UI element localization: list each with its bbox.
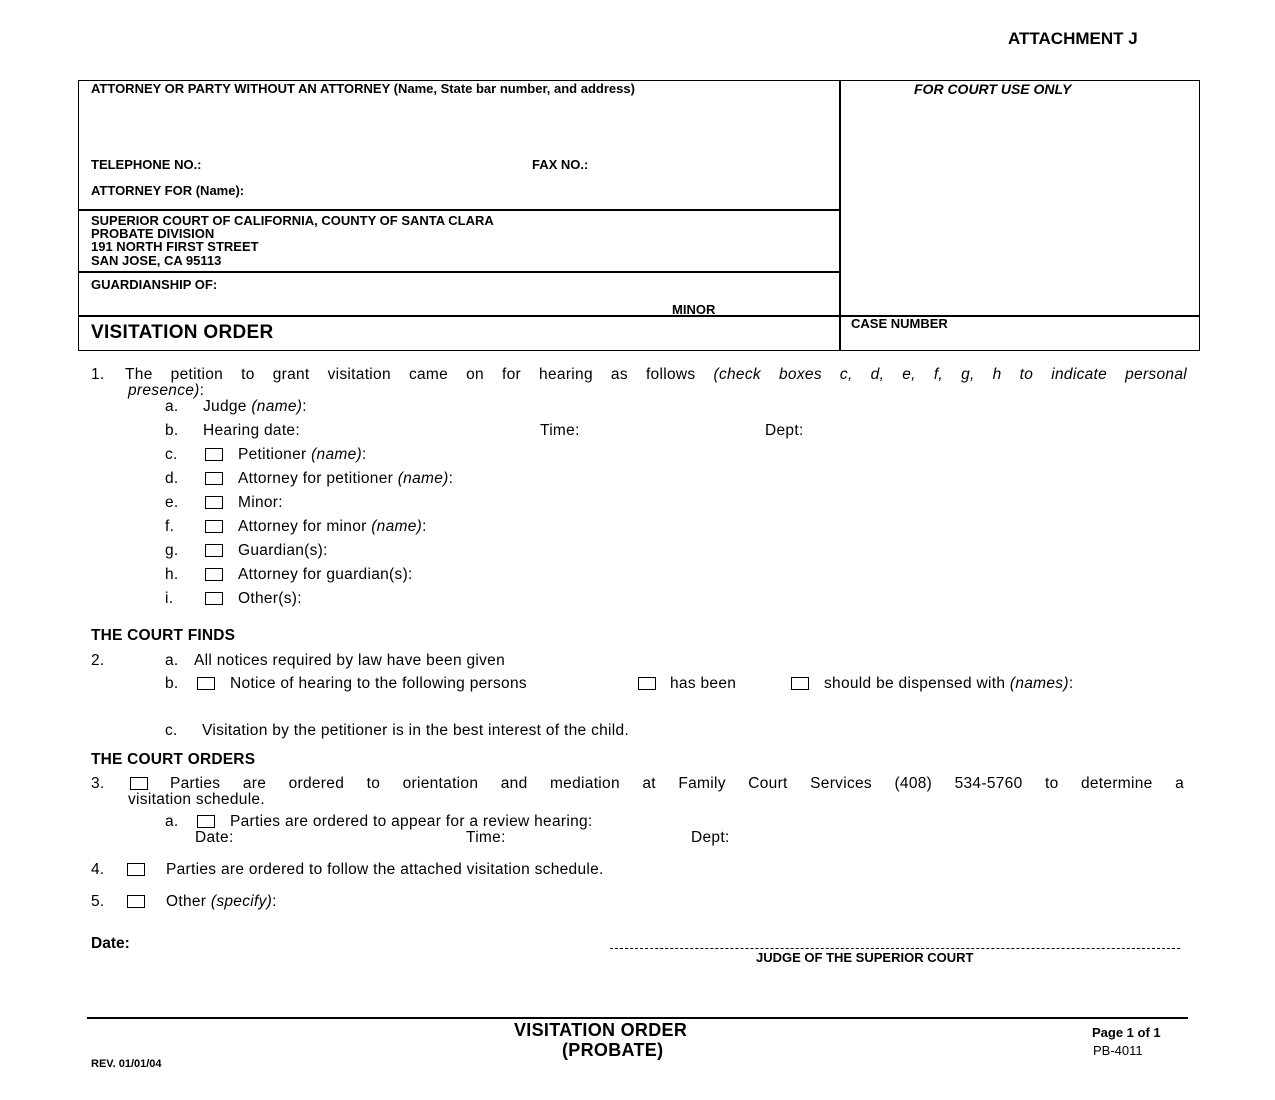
item-label: Attorney for guardian(s):: [238, 566, 413, 583]
revision-date: REV. 01/01/04: [91, 1058, 162, 1070]
attorney-petitioner-checkbox[interactable]: [205, 472, 223, 485]
item-letter: i.: [165, 590, 174, 607]
item-letter: e.: [165, 494, 179, 511]
item-2-number: 2.: [91, 652, 105, 669]
signature-line[interactable]: [610, 948, 1180, 949]
review-time-label: Time:: [466, 829, 506, 846]
item-label: Attorney for petitioner (name):: [238, 470, 454, 487]
hearing-dept-label: Dept:: [765, 422, 804, 439]
visitation-schedule-checkbox[interactable]: [127, 863, 145, 876]
page-number: Page 1 of 1: [1092, 1025, 1161, 1040]
has-been-checkbox[interactable]: [638, 677, 656, 690]
court-address: [91, 214, 494, 267]
vertical-divider: [839, 80, 841, 351]
notice-hearing-checkbox[interactable]: [197, 677, 215, 690]
item-letter: h.: [165, 566, 179, 583]
telephone-label: TELEPHONE NO.:: [91, 157, 202, 172]
item-label: Petitioner (name):: [238, 446, 367, 463]
notice-hearing-text: Notice of hearing to the following persons: [230, 675, 527, 692]
judge-label: JUDGE OF THE SUPERIOR COURT: [756, 950, 974, 965]
attorney-minor-checkbox[interactable]: [205, 520, 223, 533]
review-dept-label: Dept:: [691, 829, 730, 846]
case-number-label: CASE NUMBER: [851, 316, 948, 331]
footer-title: VISITATION ORDER: [514, 1020, 688, 1040]
item-1-intro: The petition to grant visitation came on for hearing as follows (check boxes c, d, e, f, g, h to indicate personal: [125, 366, 1187, 383]
divider-title: [78, 315, 1200, 317]
dispensed-text: should be dispensed with (names):: [824, 675, 1074, 692]
visitation-schedule-text: Parties are ordered to follow the attached visitation schedule.: [166, 861, 604, 878]
court-finds-heading: THE COURT FINDS: [91, 627, 236, 644]
item-letter: d.: [165, 470, 179, 487]
guardianship-label: GUARDIANSHIP OF:: [91, 277, 218, 292]
footer-subtitle: (PROBATE): [562, 1040, 664, 1060]
item-1a-letter: a.: [165, 398, 179, 415]
form-number: PB-4011: [1093, 1043, 1143, 1058]
item-1-intro-cont: presence):: [128, 382, 205, 399]
other-checkbox[interactable]: [127, 895, 145, 908]
item-label: Other(s):: [238, 590, 302, 607]
footer-rule: [87, 1017, 1188, 1019]
minor-checkbox[interactable]: [205, 496, 223, 509]
attorney-for-label: ATTORNEY FOR (Name):: [91, 183, 245, 198]
court-line: PROBATE DIVISION: [91, 226, 215, 242]
review-hearing-text: Parties are ordered to appear for a review hearing:: [230, 813, 593, 830]
item-letter: c.: [165, 446, 178, 463]
court-line: SUPERIOR COURT OF CALIFORNIA, COUNTY OF SANTA CLARA: [91, 213, 494, 228]
court-line: 191 NORTH FIRST STREET: [91, 239, 259, 255]
item-letter: f.: [165, 518, 175, 535]
best-interest-text: Visitation by the petitioner is in the best interest of the child.: [202, 722, 630, 739]
item-1-number: 1.: [91, 366, 105, 383]
court-orders-heading: THE COURT ORDERS: [91, 751, 256, 768]
hearing-date-label: Hearing date:: [203, 422, 300, 439]
notices-given-text: All notices required by law have been given: [194, 652, 506, 669]
dispensed-checkbox[interactable]: [791, 677, 809, 690]
item-2b-letter: b.: [165, 675, 179, 692]
item-1b-letter: b.: [165, 422, 179, 439]
item-label: Minor:: [238, 494, 283, 511]
judge-label: Judge (name):: [203, 398, 307, 415]
review-hearing-checkbox[interactable]: [197, 815, 215, 828]
item-letter: g.: [165, 542, 179, 559]
court-use-label: FOR COURT USE ONLY: [914, 81, 1072, 97]
attachment-label: ATTACHMENT J: [1008, 29, 1138, 48]
item-label: Guardian(s):: [238, 542, 328, 559]
item-label: Attorney for minor (name):: [238, 518, 427, 535]
item-5-number: 5.: [91, 893, 105, 910]
other-text: Other (specify):: [166, 893, 277, 910]
fax-label: FAX NO.:: [532, 157, 589, 172]
divider-attorney: [78, 209, 840, 211]
mediation-text-cont: visitation schedule.: [128, 791, 265, 808]
review-date-label: Date:: [195, 829, 234, 846]
mediation-text: Parties are ordered to orientation and mediation at Family Court Services (408) 534-5760 to determine a: [170, 775, 1184, 792]
form-title: VISITATION ORDER: [91, 322, 274, 343]
date-label: Date:: [91, 935, 130, 952]
hearing-time-label: Time:: [540, 422, 580, 439]
attorney-label: ATTORNEY OR PARTY WITHOUT AN ATTORNEY (Name, State bar number, and address): [91, 81, 635, 96]
minor-label: MINOR: [672, 302, 716, 317]
item-3-number: 3.: [91, 775, 105, 792]
mediation-checkbox[interactable]: [130, 777, 148, 790]
item-3a-letter: a.: [165, 813, 179, 830]
others-checkbox[interactable]: [205, 592, 223, 605]
guardian-checkbox[interactable]: [205, 544, 223, 557]
item-2c-letter: c.: [165, 722, 178, 739]
has-been-text: has been: [670, 675, 737, 692]
petitioner-checkbox[interactable]: [205, 448, 223, 461]
item-4-number: 4.: [91, 861, 105, 878]
divider-court: [78, 271, 840, 273]
attorney-guardian-checkbox[interactable]: [205, 568, 223, 581]
court-line: SAN JOSE, CA 95113: [91, 252, 222, 268]
item-2a-letter: a.: [165, 652, 179, 669]
